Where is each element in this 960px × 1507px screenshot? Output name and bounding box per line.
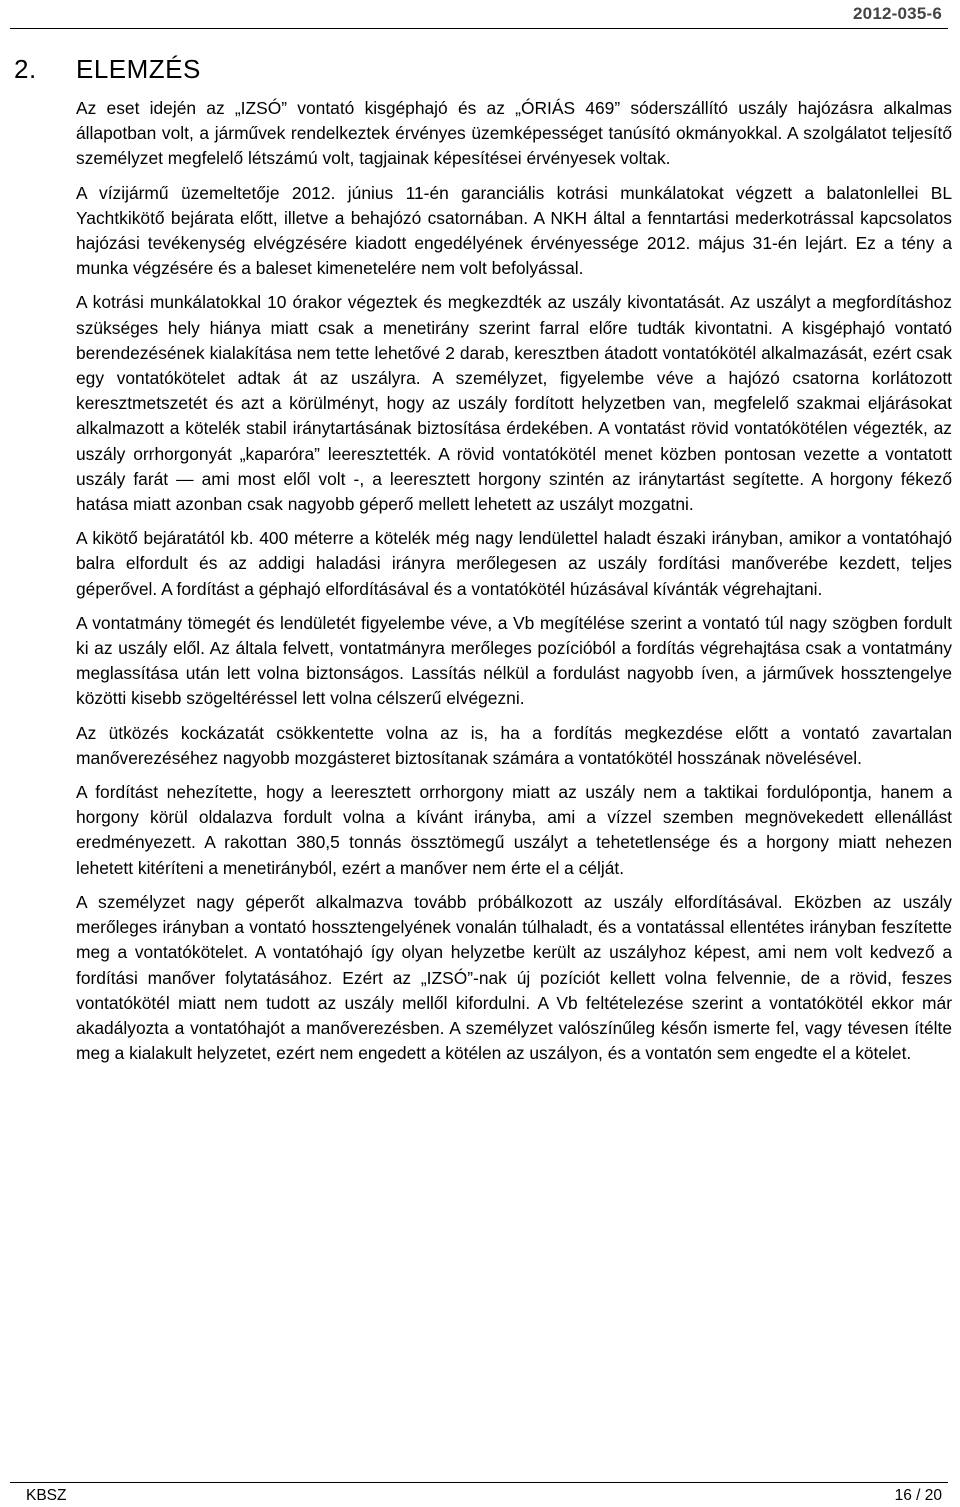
page-number: 16 / 20 <box>894 1487 942 1504</box>
paragraph-3: A kotrási munkálatokkal 10 órakor végeztek és megkezdték az uszály kivontatását. Az uszályt a megfordításhoz szükséges hely hiánya miatt csak a menetirány szerint farral előre tudták kivontatni. A kisgéphajó vontató berendezésének kialakítása nem tette lehetővé 2 darab, keresztben átadott vontatókötél alkalmazását, ezért csak egy vontatókötelet adtak át az uszályra. A személyzet, figyelembe véve a hajózó csatorna korlátozott keresztmetszetét és azt a körülményt, hogy az uszály fordított helyzetben van, megfelelő szakmai eljárásokat alkalmazott a kötelék stabil iránytartásának biztosítása érdekében. A vontatást rövid vontatókötélen végezték, az uszály orrhorgonyát „kaparóra” leeresztették. A rövid vontatókötél menet közben pontosan vezette a vontatott uszály farát — ami most elől volt -, a leeresztett horgony szintén az iránytartást segítette. A horgony fékező hatása miatt azonban csak nagyobb géperő mellett lehetett az uszályt mozgatni. <box>76 292 952 515</box>
paragraph-6: Az ütközés kockázatát csökkentette volna az is, ha a fordítás megkezdése előtt a vontató zavartalan manőverezéséhez nagyobb mozgásteret biztosítanak számára a vontatókötél hosszának növelésével. <box>76 722 952 768</box>
section-title: ELEMZÉS <box>76 54 201 84</box>
page-header <box>0 0 960 30</box>
document-id: 2012-035-6 <box>853 4 942 23</box>
paragraph-1: Az eset idején az „IZSÓ” vontató kisgéphajó és az „ÓRIÁS 469” sóderszállító uszály hajózásra alkalmas állapotban volt, a járművek rendelkeztek érvényes üzemképességet tanúsító okmányokkal. A szolgálatot teljesítő személyzet megfelelő létszámú volt, tagjainak képesítései érvényesek voltak. <box>76 98 952 169</box>
body-text <box>76 96 952 1075</box>
paragraph-2: A vízijármű üzemeltetője 2012. június 11-én garanciális kotrási munkálatokat végzett a balatonlellei BL Yachtkikötő bejárata előtt, illetve a behajózó csatornában. A NKH által a fenntartási mederkotrással kapcsolatos hajózási tevékenység elvégzésére kiadott engedélyének érvényessége 2012. május 31-én lejárt. Ez a tény a munka végzésére és a baleset kimenetelére nem volt befolyással. <box>76 182 952 279</box>
paragraph-7: A fordítást nehezítette, hogy a leeresztett orrhorgony miatt az uszály nem a taktikai fordulópontja, hanem a horgony körül oldalazva fordult volna a kívánt irányba, ami a vízzel szemben megnövekedett ellenállást eredményezett. A rakottan 380,5 tonnás össztömegű uszályt a tehetetlensége és a horgony miatt nehezen lehetett kitéríteni a menetirányból, ezért a manőver nem érte el a célját. <box>76 782 952 878</box>
paragraph-4: A kikötő bejáratától kb. 400 méterre a kötelék még nagy lendülettel haladt északi irányban, amikor a vontatóhajó balra elfordult és az addigi haladási irányra merőlegesen az uszály fordítási manőverébe kezdett, teljes géperővel. A fordítást a géphajó elfordításával és a vontatókötél húzásával kívánták végrehajtani. <box>76 528 952 599</box>
section-heading <box>14 54 201 85</box>
section-number: 2. <box>14 54 37 84</box>
paragraph-5: A vontatmány tömegét és lendületét figyelembe véve, a Vb megítélése szerint a vontató túl nagy szögben fordult ki az uszály elől. Az általa felvett, vontatmányra merőleges pozícióból a fordítás végrehajtása csak a vontatmány meglassítása után lett volna biztonságos. Lassítás nélkül a fordulást nagyobb íven, a járművek hossztengelye közötti kisebb szögeltéréssel lett volna célszerű elvégezni. <box>76 612 952 709</box>
footer-organization: KBSZ <box>26 1487 67 1504</box>
footer-rule <box>10 1482 948 1483</box>
header-rule <box>10 28 948 29</box>
paragraph-8: A személyzet nagy géperőt alkalmazva tovább próbálkozott az uszály elfordításával. Eközben az uszály merőleges irányban a vontató hossztengelyének vonalán túlhaladt, és a vontatással ellentétes irányban feszítette meg a vontatókötelet. A vontatóhajó így olyan helyzetbe került az uszályhoz képest, ami nem volt kedvező a fordítási manőver folytatásához. Ezért az „IZSÓ”-nak új pozíciót kellett volna felvennie, de a rövid, feszes vontatókötél miatt nem tudott az uszály mellől kifordulni. A Vb feltételezése szerint a vontatókötél ekkor már akadályozta a vontatóhajót a manőverezésben. A személyzet valószínűleg későn ismerte fel, vagy tévesen ítélte meg a kialakult helyzetet, ezért nem engedett a kötélen az uszályon, és a vontatón sem engedte el a kötelet. <box>76 891 952 1064</box>
